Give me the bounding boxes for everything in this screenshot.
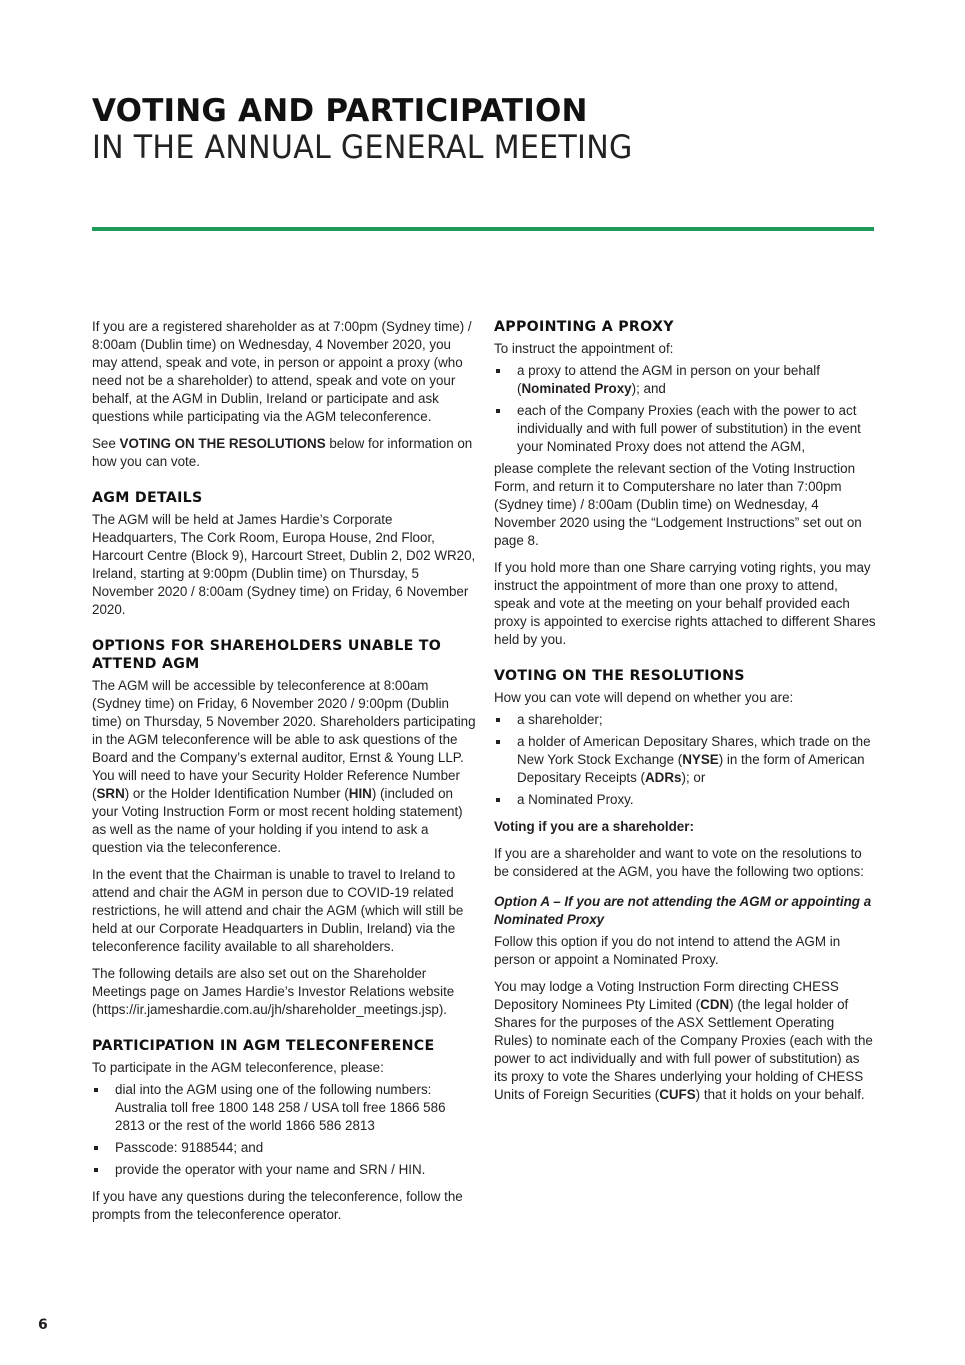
options-paragraph-3: The following details are also set out on the Shareholder Meetings page on James Hardie’s Investor Relations website (https://ir.jameshardie.com.au/jh/shareholder_meetings.jsp).	[92, 966, 455, 1017]
option-a-text-b: ) (the legal holder of Shares for the purposes of the ASX Settlement Operating Rules) to nominate each of the Company Proxies (each with the power to act individually and with full power of substitution) as its proxy to vote the Shares underlying your holding of CHESS Units of Foreign Securities (	[494, 997, 873, 1102]
hin-bold: HIN	[348, 786, 372, 801]
participation-heading: PARTICIPATION IN AGM TELECONFERENCE	[92, 1038, 435, 1054]
option-a-paragraph-1: Follow this option if you do not intend to attend the AGM in person or appoint a Nominated Proxy.	[494, 934, 841, 967]
cdn-bold: CDN	[700, 997, 730, 1012]
voting-intro: How you can vote will depend on whether you are:	[494, 690, 794, 705]
voting-b2-text-a: a holder of American Depositary Shares, which trade on the New York Stock Exchange (	[517, 734, 871, 767]
proxy-b1-text-a: a proxy to attend the AGM in person on your behalf (	[517, 363, 820, 396]
participation-intro: To participate in the AGM teleconference, please:	[92, 1060, 384, 1075]
proxy-b1-text-b: ); and	[631, 381, 666, 396]
see-paragraph	[92, 435, 476, 471]
voting-heading: VOTING ON THE RESOLUTIONS	[494, 668, 745, 684]
shareholder-paragraph: If you are a shareholder and want to vote on the resolutions to be considered at the AGM, you have the following two options:	[494, 846, 864, 879]
see-bold: VOTING ON THE RESOLUTIONS	[119, 436, 326, 451]
options-text-b: ) or the Holder Identification Number (	[124, 786, 349, 801]
options-paragraph-2: In the event that the Chairman is unable to travel to Ireland to attend and chair the AGM in person due to COVID-19 related restrictions, he will attend and chair the AGM (which will still be held at our Corporate Headquarters in Dublin, Ireland) via the teleconference facility available to all shareholders.	[92, 867, 464, 954]
proxy-heading: APPOINTING A PROXY	[494, 319, 674, 335]
list-item: a shareholder;	[494, 711, 876, 729]
list-item: provide the operator with your name and SRN / HIN.	[92, 1161, 476, 1179]
option-a-heading: Option A – If you are not attending the AGM or appointing a Nominated Proxy	[494, 894, 872, 927]
options-text-a: The AGM will be accessible by teleconference at 8:00am (Sydney time) on Friday, 6 November 2020 / 9:00pm (Dublin time) on Thursday, 5 November 2020. Shareholders participating in the AGM teleconference will be able to ask questions of the Board and the Company’s external auditor, Ernst & Young LLP. You will need to have your Security Holder Reference Number (	[92, 678, 476, 801]
voting-list	[494, 711, 876, 809]
title-light-line: IN THE ANNUAL GENERAL MEETING	[92, 128, 633, 166]
list-item: Passcode: 9188544; and	[92, 1139, 476, 1157]
see-prefix: See	[92, 436, 120, 451]
see-suffix: below for information on how you can vote.	[92, 436, 473, 469]
proxy-paragraph-2: please complete the relevant section of the Voting Instruction Form, and return it to Computershare no later than 7:00pm (Sydney time) / 8:00am (Dublin time) on Wednesday, 4 November 2020 using the “Lodgement Instructions” set out on page 8.	[494, 461, 862, 548]
list-item: dial into the AGM using one of the following numbers: Australia toll free 1800 148 258 / USA toll free 1866 586 2813 or the rest of the world 1866 586 2813	[92, 1081, 476, 1135]
srn-bold: SRN	[96, 786, 125, 801]
proxy-intro: To instruct the appointment of:	[494, 341, 674, 356]
title-bold-line: VOTING AND PARTICIPATION	[92, 93, 588, 129]
options-heading: OPTIONS FOR SHAREHOLDERS UNABLE TO ATTEND AGM	[92, 638, 442, 672]
option-a-paragraph-2	[494, 978, 876, 1104]
shareholder-heading: Voting if you are a shareholder:	[494, 819, 694, 834]
cufs-bold: CUFS	[659, 1087, 696, 1102]
adrs-bold: ADRs	[645, 770, 682, 785]
left-column	[92, 318, 476, 1233]
proxy-paragraph-3: If you hold more than one Share carrying voting rights, you may instruct the appointment of more than one proxy to attend, speak and vote at the meeting on your behalf provided each proxy is appointed to exercise rights attached to different Shares held by you.	[494, 560, 876, 647]
list-item: each of the Company Proxies (each with the power to act individually and with full power of substitution) in the event your Nominated Proxy does not attend the AGM,	[494, 402, 876, 456]
right-column	[494, 318, 876, 1113]
option-a-text-a: You may lodge a Voting Instruction Form directing CHESS Depository Nominees Pty Limited (	[494, 979, 839, 1012]
list-item	[494, 733, 876, 787]
list-item	[494, 362, 876, 398]
nominated-proxy-bold: Nominated Proxy	[521, 381, 632, 396]
voting-b2-text-b: ) in the form of American Depositary Receipts (	[517, 752, 865, 785]
page-number: 6	[38, 1317, 48, 1333]
proxy-list	[494, 362, 876, 456]
options-paragraph-1	[92, 677, 476, 857]
page-title	[92, 93, 892, 165]
voting-b2-text-c: ); or	[681, 770, 706, 785]
agm-details-text: The AGM will be held at James Hardie’s Corporate Headquarters, The Cork Room, Europa House, 2nd Floor, Harcourt Centre (Block 9), Harcourt Street, Dublin 2, D02 WR20, Ireland, starting at 9:00pm (Dublin time) on Thursday, 5 November 2020 / 8:00am (Sydney time) on Friday, 6 November 2020.	[92, 512, 476, 617]
agm-details-heading: AGM DETAILS	[92, 490, 203, 506]
participation-list	[92, 1081, 476, 1179]
list-item: a Nominated Proxy.	[494, 791, 876, 809]
option-a-text-c: ) that it holds on your behalf.	[695, 1087, 865, 1102]
intro-paragraph: If you are a registered shareholder as at 7:00pm (Sydney time) / 8:00am (Dublin time) on Wednesday, 4 November 2020, you may attend, speak and vote, in person or appoint a proxy (who need not be a shareholder) to attend, speak and vote on your behalf, at the AGM in Dublin, Ireland or participate and ask questions while participating via the AGM teleconference.	[92, 319, 472, 424]
nyse-bold: NYSE	[682, 752, 719, 767]
options-text-c: ) (included on your Voting Instruction Form or most recent holding statement) as well as the name of your holding if you intend to ask a question via the teleconference.	[92, 786, 463, 855]
participation-outro: If you have any questions during the teleconference, follow the prompts from the teleconference operator.	[92, 1189, 463, 1222]
green-divider	[92, 227, 874, 231]
